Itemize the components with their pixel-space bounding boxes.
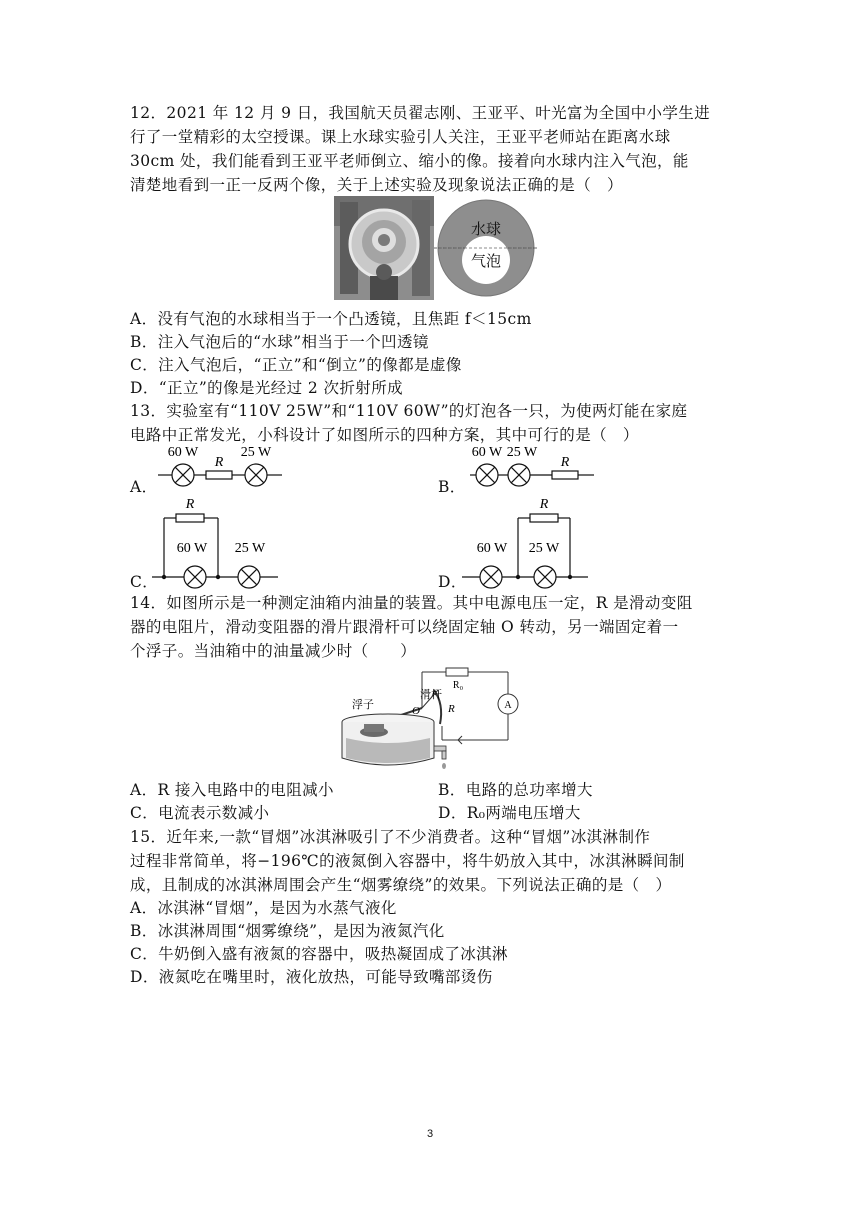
q13-option-b-circuit[interactable] bbox=[462, 440, 602, 492]
water-ball-photo bbox=[334, 196, 434, 300]
q13-option-c-letter[interactable]: C． bbox=[130, 573, 159, 591]
q14-option-d[interactable]: D．R₀两端电压增大 bbox=[438, 804, 581, 822]
q13-c-r-label: R bbox=[185, 497, 195, 512]
water-ball-diagram bbox=[434, 196, 538, 300]
q13-b-25w-label: 25 W bbox=[506, 445, 538, 460]
q13-line-1: 13．实验室有“110V 25W”和“110V 60W”的灯泡各一只，为使两灯能在家庭 bbox=[130, 402, 688, 420]
q13-option-a-letter[interactable]: A． bbox=[130, 478, 158, 496]
q13-line-2: 电路中正常发光，小科设计了如图所示的四种方案，其中可行的是（ ） bbox=[130, 426, 639, 444]
rheostat-label: R bbox=[448, 703, 455, 715]
q12-option-b[interactable]: B．注入气泡后的“水球”相当于一个凹透镜 bbox=[130, 333, 429, 351]
q15-option-a[interactable]: A．冰淇淋“冒烟”，是因为水蒸气液化 bbox=[130, 899, 397, 917]
q12-line-1: 12．2021 年 12 月 9 日，我国航天员翟志刚、王亚平、叶光富为全国中小学生进 bbox=[130, 104, 711, 122]
water-ball-label: 水球 bbox=[470, 222, 502, 238]
ammeter-label: A bbox=[504, 700, 512, 711]
q12-line-3: 30cm 处，我们能看到王亚平老师倒立、缩小的像。接着向水球内注入气泡，能 bbox=[130, 152, 689, 170]
q12-option-a[interactable]: A．没有气泡的水球相当于一个凸透镜，且焦距 f＜15cm bbox=[130, 310, 532, 328]
q13-d-r-label: R bbox=[539, 497, 549, 512]
q14-line-1: 14．如图所示是一种测定油箱内油量的装置。其中电源电压一定，R 是滑动变阻 bbox=[130, 594, 693, 612]
q13-b-60w-label: 60 W bbox=[471, 445, 503, 460]
r0-label: R₀ bbox=[452, 680, 464, 691]
q13-option-d-letter[interactable]: D． bbox=[438, 573, 467, 591]
q13-d-25w-label: 25 W bbox=[528, 541, 560, 556]
q13-option-a-circuit[interactable] bbox=[150, 440, 290, 492]
q15-line-1: 15．近年来,一款“冒烟”冰淇淋吸引了不少消费者。这种“冒烟”冰淇淋制作 bbox=[130, 828, 651, 846]
q14-line-2: 器的电阻片，滑动变阻器的滑片跟滑杆可以绕固定轴 O 转动，另一端固定着一 bbox=[130, 618, 679, 636]
float-label: 浮子 bbox=[352, 699, 374, 711]
bubble-label: 气泡 bbox=[470, 254, 502, 270]
q13-a-60w-label: 60 W bbox=[167, 445, 199, 460]
q15-option-c[interactable]: C．牛奶倒入盛有液氮的容器中，吸热凝固成了冰淇淋 bbox=[130, 945, 508, 963]
pivot-label: O bbox=[412, 705, 420, 717]
q14-option-a[interactable]: A．R 接入电路中的电阻减小 bbox=[130, 781, 334, 799]
q13-d-60w-label: 60 W bbox=[476, 541, 508, 556]
q13-a-25w-label: 25 W bbox=[240, 445, 272, 460]
page-number: 3 bbox=[426, 1128, 434, 1140]
q13-option-d-circuit[interactable] bbox=[458, 490, 598, 590]
q13-c-25w-label: 25 W bbox=[234, 541, 266, 556]
q15-option-b[interactable]: B．冰淇淋周围“烟雾缭绕”，是因为液氮汽化 bbox=[130, 922, 445, 940]
q14-line-3: 个浮子。当油箱中的油量减少时（ ） bbox=[130, 642, 417, 660]
oil-gauge-diagram bbox=[338, 660, 528, 772]
q15-option-d[interactable]: D．液氮吃在嘴里时，液化放热，可能导致嘴部烫伤 bbox=[130, 968, 493, 986]
q14-option-c[interactable]: C．电流表示数减小 bbox=[130, 804, 270, 822]
q13-c-60w-label: 60 W bbox=[176, 541, 208, 556]
lever-label: 滑杆 bbox=[420, 689, 442, 701]
q14-option-b[interactable]: B．电路的总功率增大 bbox=[438, 781, 593, 799]
q12-line-2: 行了一堂精彩的太空授课。课上水球实验引人关注，王亚平老师站在距离水球 bbox=[130, 128, 671, 146]
q13-option-b-letter[interactable]: B． bbox=[438, 478, 466, 496]
q15-line-2: 过程非常简单，将−196℃的液氮倒入容器中，将牛奶放入其中，冰淇淋瞬间制 bbox=[130, 852, 685, 870]
q12-line-4: 清楚地看到一正一反两个像，关于上述实验及现象说法正确的是（ ） bbox=[130, 176, 623, 194]
q15-line-3: 成，且制成的冰淇淋周围会产生“烟雾缭绕”的效果。下列说法正确的是（ ） bbox=[130, 876, 672, 894]
q13-option-c-circuit[interactable] bbox=[148, 490, 288, 590]
q13-a-r-label: R bbox=[214, 455, 224, 470]
q12-option-d[interactable]: D．“正立”的像是光经过 2 次折射所成 bbox=[130, 379, 403, 397]
q12-option-c[interactable]: C．注入气泡后，“正立”和“倒立”的像都是虚像 bbox=[130, 356, 462, 374]
q13-b-r-label: R bbox=[560, 455, 570, 470]
